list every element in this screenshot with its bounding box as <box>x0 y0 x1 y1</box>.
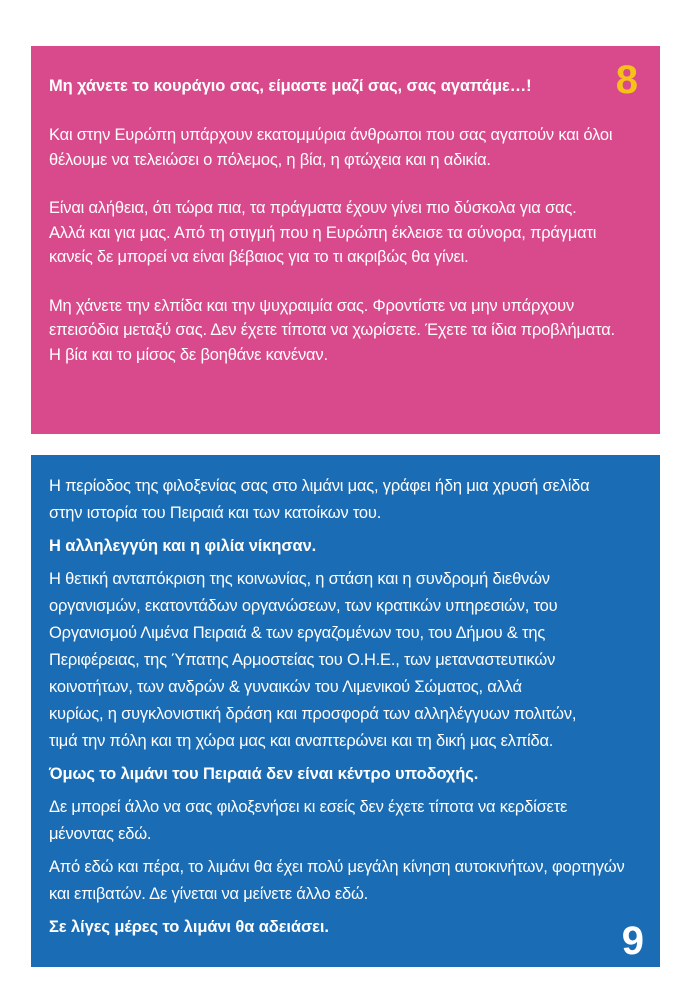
page-8-panel <box>31 46 660 434</box>
page-9-heading-empty: Σε λίγες μέρες το λιμάνι θα αδειάσει. <box>49 918 329 936</box>
page-number-9: 9 <box>621 919 644 963</box>
page-9-heading-port: Όμως το λιμάνι του Πειραιά δεν είναι κέντρο υποδοχής. <box>49 765 479 783</box>
page-8-heading: Μη χάνετε το κουράγιο σας, είμαστε μαζί σας, σας αγαπάμε…! <box>49 77 532 95</box>
page-8-paragraph-3: Μη χάνετε την ελπίδα και την ψυχραιμία σας. Φροντίστε να μην υπάρχουν επεισόδια μεταξύ σας. Δεν έχετε τίποτα να χωρίσετε. Έχετε τα ίδια προβλήματα. Η βία και το μίσος δε βοηθάνε κανέναν. <box>49 296 615 364</box>
page-number-8: 8 <box>615 58 638 102</box>
page-9-heading-solidarity: Η αλληλεγγύη και η φιλία νίκησαν. <box>49 537 317 555</box>
page-9-body-response: Η θετική ανταπόκριση της κοινωνίας, η στάση και η συνδρομή διεθνών οργανισμών, εκατοντάδων οργανώσεων, των κρατικών υπηρεσιών, του Οργανισμού Λιμένα Πειραιά & των εργαζομένων του, του Δήμου & της Περιφέρειας, της Ύπατης Αρμοστείας του Ο.Η.Ε., των μεταναστευτικών κοινοτήτων, των ανδρών & γυναικών του Λιμενικού Σώματος, αλλά κυρίως, η συγκλονιστική δράση και προσφορά των αλληλέγγυων πολιτών, τιμά την πόλη και τη χώρα μας και αναπτερώνει και τη δική μας ελπίδα. <box>49 570 577 750</box>
page-8-paragraph-1: Και στην Ευρώπη υπάρχουν εκατομμύρια άνθρωποι που σας αγαπούν και όλοι θέλουμε να τελειώσει ο πόλεμος, η βία, η φτώχεια και η αδικία. <box>49 126 613 169</box>
page-9-panel <box>31 455 660 967</box>
page-8-paragraph-2: Είναι αλήθεια, ότι τώρα πια, τα πράγματα έχουν γίνει πιο δύσκολα για σας. Αλλά και για μας. Από τη στιγμή που η Ευρώπη έκλεισε τα σύνορα, πράγματι κανείς δε μπορεί να είναι βέβαιος για το τι ακριβώς θα γίνει. <box>49 199 597 266</box>
page-9-body-hosting: Δε μπορεί άλλο να σας φιλοξενήσει κι εσείς δεν έχετε τίποτα να κερδίσετε μένοντας εδώ. <box>49 798 568 843</box>
page-9-body-traffic: Από εδώ και πέρα, το λιμάνι θα έχει πολύ μεγάλη κίνηση αυτοκινήτων, φορτηγών και επιβατών. Δε γίνεται να μείνετε άλλο εδώ. <box>49 858 625 903</box>
page-9-intro: Η περίοδος της φιλοξενίας σας στο λιμάνι μας, γράφει ήδη μια χρυσή σελίδα στην ιστορία του Πειραιά και των κατοίκων του. <box>49 477 590 522</box>
